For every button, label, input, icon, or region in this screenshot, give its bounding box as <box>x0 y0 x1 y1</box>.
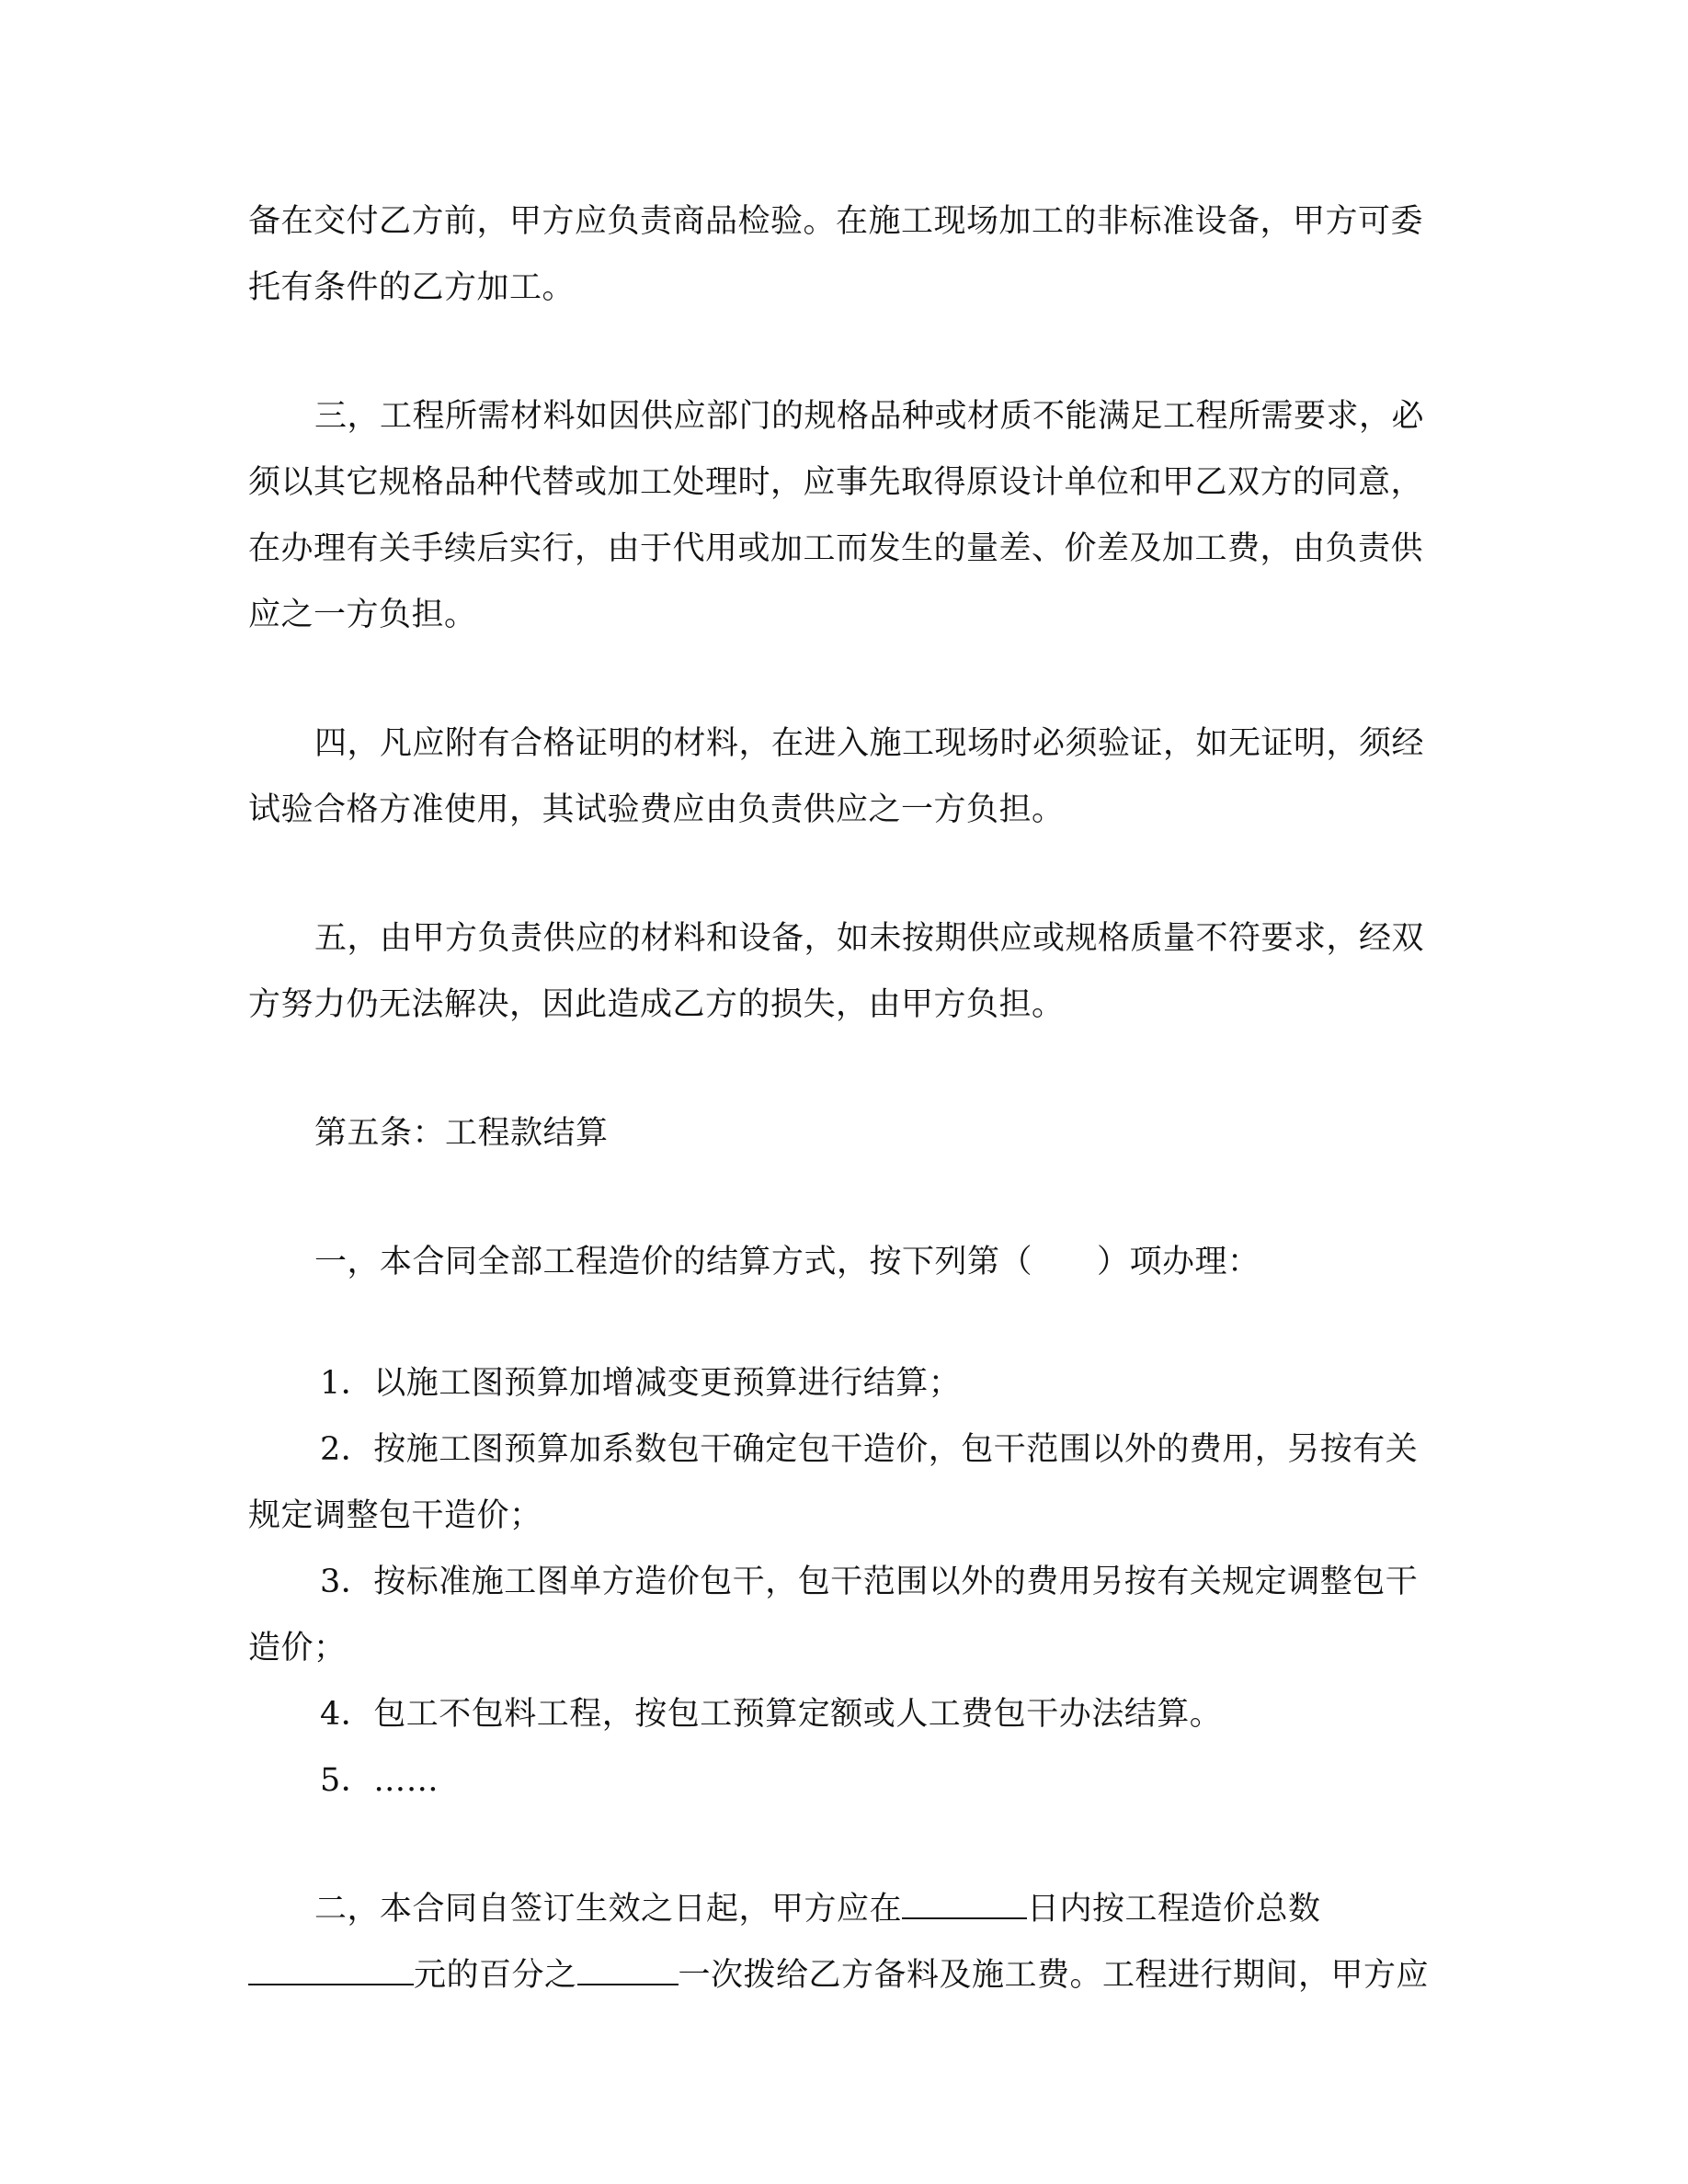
document-page <box>248 188 1443 2008</box>
paragraph-line: 应之一方负担。 <box>248 597 477 633</box>
paragraph-line: 四，凡应附有合格证明的材料，在进入施工现场时必须验证，如无证明，须经 <box>314 725 1425 762</box>
paragraph-line: 托有条件的乙方加工。 <box>248 269 576 306</box>
list-item: 5．…… <box>320 1762 439 1799</box>
text-segment: 日内按工程造价总数 <box>1027 1891 1321 1928</box>
paragraph-line: 在办理有关手续后实行，由于代用或加工而发生的量差、价差及加工费，由负责供 <box>248 530 1424 567</box>
paragraph-line: 须以其它规格品种代替或加工处理时，应事先取得原设计单位和甲乙双方的同意， <box>248 464 1424 501</box>
blank-days <box>902 1890 1027 1919</box>
list-item: 4．包工不包料工程，按包工预算定额或人工费包干办法结算。 <box>320 1696 1223 1733</box>
paragraph-line: 三，工程所需材料如因供应部门的规格品种或材质不能满足工程所需要求，必 <box>314 398 1425 435</box>
paragraph-line: 五，由甲方负责供应的材料和设备，如未按期供应或规格质量不符要求，经双 <box>314 920 1425 957</box>
list-item: 2．按施工图预算加系数包干确定包干造价，包干范围以外的费用，另按有关 <box>320 1431 1419 1468</box>
text-segment: 元的百分之 <box>414 1957 577 1994</box>
list-item-continuation: 规定调整包干造价； <box>248 1497 542 1534</box>
list-item-continuation: 造价； <box>248 1630 347 1666</box>
paragraph-line <box>248 1942 1443 2008</box>
paragraph-line: 方努力仍无法解决，因此造成乙方的损失，由甲方负担。 <box>248 986 1065 1023</box>
paragraph-line: 备在交付乙方前，甲方应负责商品检验。在施工现场加工的非标准设备，甲方可委 <box>248 203 1424 240</box>
text-segment: 一，本合同全部工程造价的结算方式，按下列第（ <box>314 1244 1033 1280</box>
paragraph-line <box>248 1876 1443 1942</box>
blank-percent <box>577 1956 679 1985</box>
text-segment: 一次拨给乙方备料及施工费。工程进行期间，甲方应 <box>678 1957 1430 1994</box>
blank-amount <box>248 1956 414 1985</box>
settlement-method-line <box>248 1229 1443 1295</box>
text-segment: ）项办理： <box>1097 1244 1260 1280</box>
article-heading: 第五条：工程款结算 <box>314 1115 609 1152</box>
paragraph-line: 试验合格方准使用，其试验费应由负责供应之一方负担。 <box>248 791 1065 828</box>
text-segment: 二，本合同自签订生效之日起，甲方应在 <box>314 1891 903 1928</box>
list-item: 1．以施工图预算加增减变更预算进行结算； <box>320 1365 962 1402</box>
list-item: 3．按标准施工图单方造价包干，包干范围以外的费用另按有关规定调整包干 <box>320 1564 1419 1600</box>
